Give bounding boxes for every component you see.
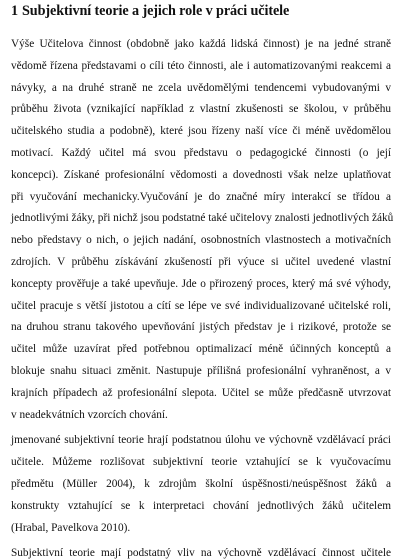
text-line: jednotlivými žáky, při nichž jsou podstatné také učitelovy znalosti jednotlivých žáků [11, 212, 394, 225]
text-line: učitel může uzavírat před potřebnou optimalizací méně účinných konceptů a [11, 343, 391, 356]
text-line: učitele. Můžeme rozlišovat subjektivní teorie vztahující se k vyučovacímu [11, 456, 391, 469]
text-line: zdrojích. V průběhu získávání zkušeností při výuce si učitel uvedené vlastní [11, 256, 391, 268]
text-line: předmětu (Müller 2004), k zdrojům školní úspěšnosti/neúspěšnost žáků a [11, 478, 391, 490]
text-line: Subjektivní teorie mají podstatný vliv na výchovně vzdělávací činnost učitele [11, 547, 391, 560]
text-line: motivací. Každý učitel má svou představu o pedagogické činnosti (o její [11, 147, 391, 159]
section-heading [11, 3, 289, 20]
text-line: při vyučování mechanicky.Vyučování je do značné míry interakcí se třídou a [11, 190, 391, 203]
section-number: 1 [11, 3, 18, 19]
text-line: konstrukty vztahující se k interpretaci chování jednotlivých žáků učitelem [11, 499, 391, 512]
text-line: jmenované subjektivní teorie hrají podstatnou úlohu ve výchovně vzdělávací práci [11, 434, 391, 447]
text-line: (Hrabal, Pavelkova 2010). [11, 521, 131, 534]
text-line: koncepty prověřuje a také upevňuje. Jde o přirozený proces, který má své výhody, [11, 277, 391, 290]
section-title: Subjektivní teorie a jejich role v práci učitele [22, 3, 290, 19]
text-line: Výše Učitelova činnost (obdobně jako každá lidská činnost) je na jedné straně [11, 38, 391, 50]
text-line: koncepci). Získané profesionální vědomosti a dovednosti však nelze uplatňovat [11, 168, 391, 181]
text-line: nebo představy o nich, o jejich nadání, osobnostních vlastnostech a motivačních [11, 234, 391, 247]
text-line: v neadekvátních vzorcích chování. [11, 408, 168, 421]
text-line: průběhu života (vznikající například z vlastní zkušenosti se školou, v průběhu [11, 103, 391, 116]
text-line: krajních případech až profesionální slepota. Učitel se může předčasně utvrzovat [11, 386, 391, 399]
text-line: vědomě řízena představami o cíli této činnosti, ale i automatizovanými reakcemi a [11, 59, 391, 72]
text-line: učitelského studia a podobně), které jsou řízeny naší více či méně uvědomělou [11, 125, 391, 138]
text-line: učitel pracuje s větší jistotou a cítí se lépe ve své individualizované učitelské roli, [11, 299, 391, 312]
text-line: blokuje snahu situaci změnit. Nastupuje přílišná profesionální vyhraněnost, a v [11, 365, 391, 377]
text-line: na druhou stranu takového upevňování jistých představ je i rizikové, protože se [11, 321, 391, 334]
text-line: návyky, a na druhé straně ne zcela uvědomělými tendencemi vybudovanými v [11, 81, 391, 94]
